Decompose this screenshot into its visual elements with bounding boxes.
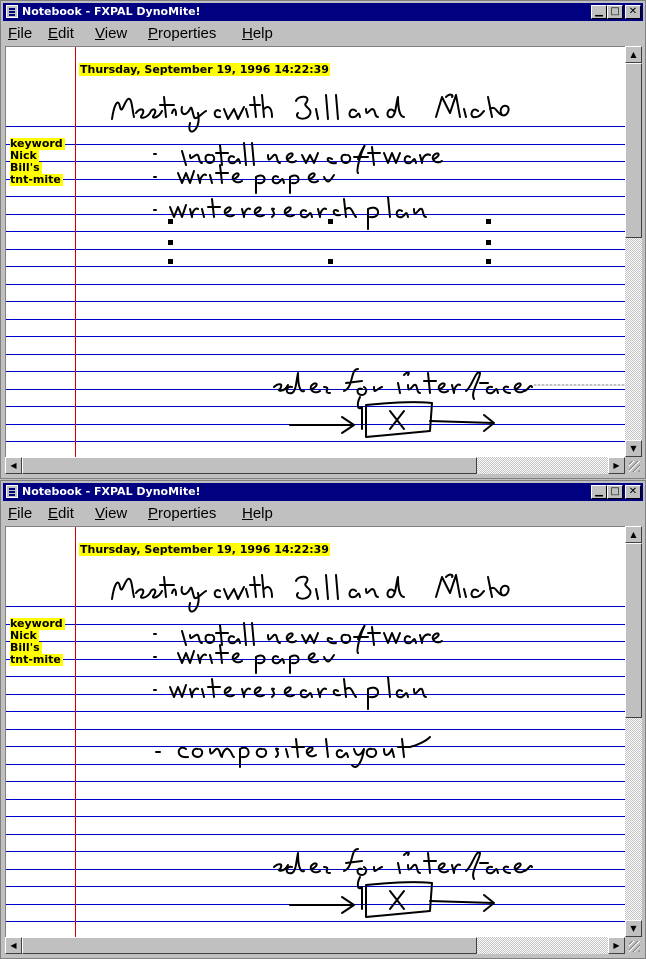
notebook-window-2 bbox=[0, 480, 646, 959]
notebook-window bbox=[0, 0, 646, 479]
ink-bullet-install bbox=[154, 143, 442, 173]
maximize-icon[interactable]: □ bbox=[607, 485, 623, 499]
horizontal-scrollbar[interactable] bbox=[5, 457, 625, 474]
ink-ideas-for-interface bbox=[274, 849, 532, 879]
ink-bullet-write-paper bbox=[154, 165, 334, 193]
ink-bullet-composite-layout bbox=[156, 737, 430, 767]
ink-meeting-heading bbox=[112, 575, 509, 612]
scroll-up-icon[interactable]: ▲ bbox=[625, 526, 642, 543]
handwriting-ink[interactable] bbox=[6, 527, 626, 938]
menu-help[interactable]: Help bbox=[242, 505, 273, 522]
selection-handles[interactable] bbox=[168, 219, 491, 264]
window-controls bbox=[591, 5, 641, 19]
keyword-nick[interactable]: Nick bbox=[10, 629, 37, 642]
resize-grip-icon[interactable] bbox=[625, 937, 642, 954]
keyword-label[interactable]: keyword bbox=[10, 617, 63, 630]
scroll-up-icon[interactable]: ▲ bbox=[625, 46, 642, 63]
keyword-bills[interactable]: Bill's bbox=[10, 641, 40, 654]
window-title: Notebook - FXPAL DynoMite! bbox=[22, 485, 201, 498]
vertical-scroll-thumb[interactable] bbox=[625, 63, 642, 238]
notebook-icon[interactable] bbox=[6, 485, 18, 498]
horizontal-scroll-thumb[interactable] bbox=[22, 457, 477, 474]
close-icon[interactable]: ✕ bbox=[625, 5, 641, 19]
keyword-label[interactable]: keyword bbox=[10, 137, 63, 150]
menu-file[interactable]: File bbox=[8, 505, 33, 522]
menu-file[interactable]: File bbox=[8, 25, 33, 42]
window-controls bbox=[591, 485, 641, 499]
scroll-down-icon[interactable]: ▼ bbox=[625, 440, 642, 457]
keyword-bills[interactable]: Bill's bbox=[10, 161, 40, 174]
scroll-down-icon[interactable]: ▼ bbox=[625, 920, 642, 937]
scroll-left-icon[interactable]: ◀ bbox=[5, 937, 22, 954]
title-bar[interactable] bbox=[3, 483, 643, 501]
close-icon[interactable]: ✕ bbox=[625, 485, 641, 499]
maximize-icon[interactable]: □ bbox=[607, 5, 623, 19]
ink-bullet-research-plan bbox=[154, 677, 426, 709]
menu-properties[interactable]: Properties bbox=[148, 505, 217, 522]
ink-ideas-for-interface bbox=[274, 369, 532, 399]
notebook-page[interactable] bbox=[5, 526, 626, 938]
ink-bullet-write-paper bbox=[154, 645, 334, 673]
minimize-icon[interactable]: ▁ bbox=[591, 485, 607, 499]
resize-grip-icon[interactable] bbox=[625, 457, 642, 474]
keyword-nick[interactable]: Nick bbox=[10, 149, 37, 162]
minimize-icon[interactable]: ▁ bbox=[591, 5, 607, 19]
vertical-scroll-thumb[interactable] bbox=[625, 543, 642, 718]
notebook-page[interactable] bbox=[5, 46, 626, 458]
menu-bar bbox=[3, 503, 643, 523]
menu-view[interactable]: View bbox=[95, 505, 128, 522]
handwriting-ink[interactable] bbox=[6, 47, 626, 458]
scroll-left-icon[interactable]: ◀ bbox=[5, 457, 22, 474]
menu-edit[interactable]: Edit bbox=[48, 505, 74, 522]
timestamp: Thursday, September 19, 1996 14:22:39 bbox=[80, 63, 329, 76]
ink-interface-diagram bbox=[290, 877, 494, 917]
notebook-icon[interactable] bbox=[6, 5, 18, 18]
menu-properties[interactable]: Properties bbox=[148, 25, 217, 42]
scroll-right-icon[interactable]: ▶ bbox=[608, 457, 625, 474]
scroll-right-icon[interactable]: ▶ bbox=[608, 937, 625, 954]
menu-edit[interactable]: Edit bbox=[48, 25, 74, 42]
menu-view[interactable]: View bbox=[95, 25, 128, 42]
title-bar[interactable] bbox=[3, 3, 643, 21]
ink-meeting-heading bbox=[112, 95, 509, 132]
ink-bullet-research-plan bbox=[154, 197, 426, 229]
vertical-scrollbar[interactable] bbox=[625, 526, 642, 937]
horizontal-scroll-thumb[interactable] bbox=[22, 937, 477, 954]
timestamp: Thursday, September 19, 1996 14:22:39 bbox=[80, 543, 329, 556]
keyword-tnt-mite[interactable]: tnt-mite bbox=[10, 653, 61, 666]
keyword-tnt-mite[interactable]: tnt-mite bbox=[10, 173, 61, 186]
menu-help[interactable]: Help bbox=[242, 25, 273, 42]
vertical-scrollbar[interactable] bbox=[625, 46, 642, 457]
ink-bullet-install bbox=[154, 623, 442, 653]
window-title: Notebook - FXPAL DynoMite! bbox=[22, 5, 201, 18]
ink-interface-diagram bbox=[290, 397, 494, 437]
horizontal-scrollbar[interactable] bbox=[5, 937, 625, 954]
menu-bar bbox=[3, 23, 643, 43]
